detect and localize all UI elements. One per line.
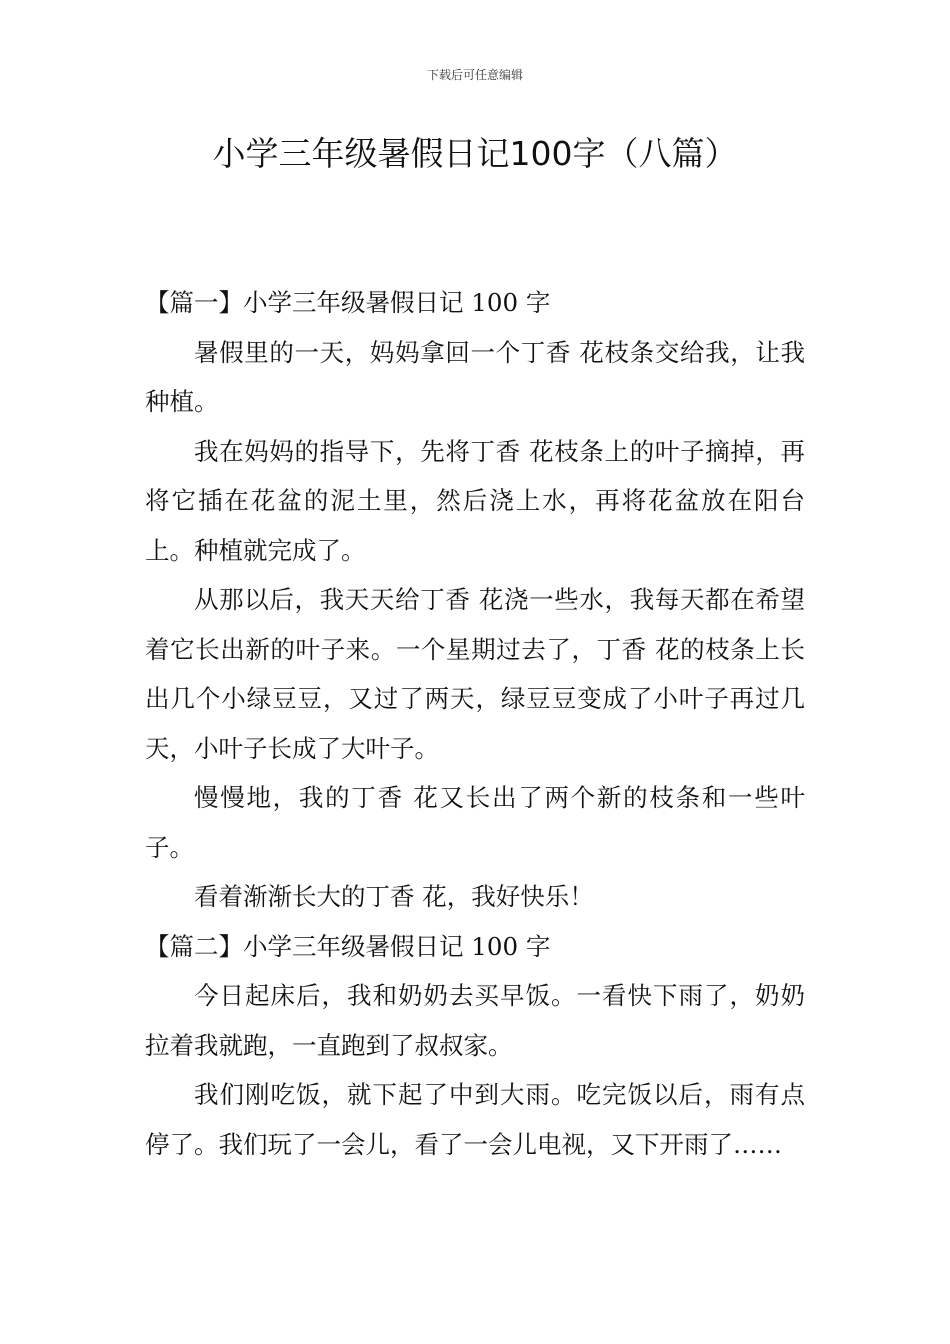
header-note: 下载后可任意编辑 (426, 68, 523, 82)
section-heading: 【篇一】小学三年级暑假日记 100 字 (145, 288, 551, 317)
paragraph: 我在妈妈的指导下，先将丁香 花枝条上的叶子摘掉，再将它插在花盆的泥土里，然后浇上水，再将花盆放在阳台上。种植就完成了。 (145, 436, 805, 565)
paragraph: 我们刚吃饭，就下起了中到大雨。吃完饭以后，雨有点停了。我们玩了一会儿，看了一会儿电视，又下开雨了…… (145, 1080, 805, 1159)
section-heading: 【篇二】小学三年级暑假日记 100 字 (145, 931, 551, 961)
document-body (145, 278, 805, 1169)
paragraph: 暑假里的一天，妈妈拿回一个丁香 花枝条交给我，让我种植。 (145, 337, 805, 416)
paragraph: 看着渐渐长大的丁香 花，我好快乐！ (194, 882, 594, 911)
paragraph: 慢慢地，我的丁香 花又长出了两个新的枝条和一些叶子。 (145, 783, 805, 862)
paragraph: 从那以后，我天天给丁香 花浇一些水，我每天都在希望着它长出新的叶子来。一个星期过去了，丁香 花的枝条上长出几个小绿豆豆，又过了两天，绿豆豆变成了小叶子再过几天，小叶子长成了大叶子。 (145, 585, 805, 763)
paragraph: 今日起床后，我和奶奶去买早饭。一看快下雨了，奶奶拉着我就跑，一直跑到了叔叔家。 (145, 981, 805, 1060)
document-title: 小学三年级暑假日记100字（八篇） (212, 134, 738, 173)
